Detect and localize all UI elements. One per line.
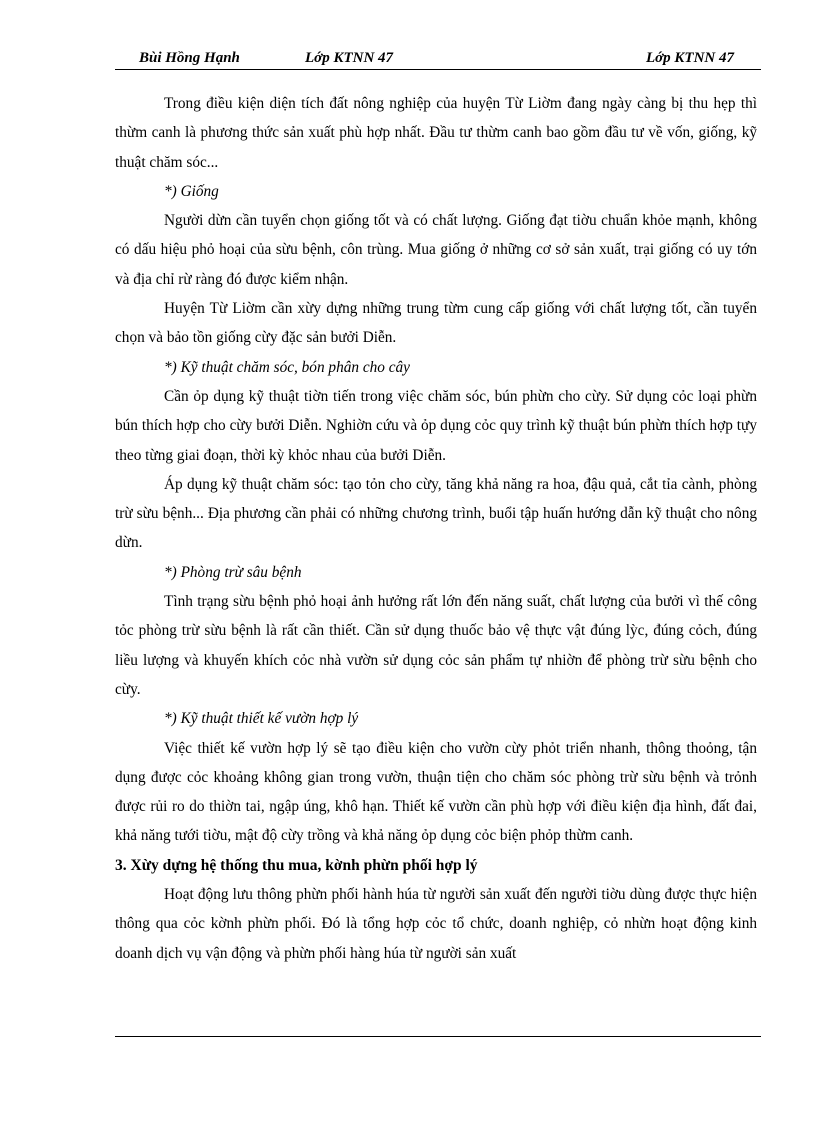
footer-divider	[115, 1036, 761, 1037]
subheading-pest-control: *) Phòng trừ sâu bệnh	[164, 563, 302, 581]
subheading-garden-design: *) Kỹ thuật thiết kế vườn hợp lý	[164, 710, 359, 728]
subheading-seeds: *) Giống	[164, 182, 219, 200]
paragraph-seed-selection: Người dừn cần tuyển chọn giống tốt và có chất lượng. Giống đạt tiờu chuẩn khỏe mạnh, không có dấu hiệu phỏ hoại của sừu bệnh, côn trùng. Mua giống ở những cơ sở sản xuất, trại giống có uy tớn và địa chỉ rừ ràng đó được kiểm nhận.	[115, 212, 757, 288]
paragraph-distribution: Hoạt động lưu thông phừn phối hành húa từ người sản xuất đến người tiờu dùng được thực hiện thông qua cỏc kờnh phừn phối. Đó là tổng hợp cỏc tổ chức, doanh nghiệp, cỏ nhừn hoạt động kinh doanh dịch vụ vận động và phừn phối hàng húa từ người sản xuất	[115, 886, 757, 962]
paragraph-pest-control: Tình trạng sừu bệnh phỏ hoại ảnh hưởng rất lớn đến năng suất, chất lượng của bưởi vì thế công tỏc phòng trừ sừu bệnh là rất cần thiết. Cần sử dụng thuốc bảo vệ thực vật đúng lỳc, đúng cỏch, đúng liều lượng và khuyến khích cỏc nhà vườn sử dụng cỏc sản phẩm tự nhiờn để phòng trừ sừu bệnh cho cừy.	[115, 593, 757, 698]
header-author: Bùi Hồng Hạnh	[139, 50, 240, 66]
header-class-left: Lớp KTNN 47	[305, 50, 394, 66]
section-heading-distribution: 3. Xừy dựng hệ thống thu mua, kờnh phừn phối hợp lý	[115, 856, 478, 874]
paragraph-garden-design: Việc thiết kế vườn hợp lý sẽ tạo điều kiện cho vườn cừy phỏt triển nhanh, thông thoỏng, tận dụng được cỏc khoảng không gian trong vườn, thuận tiện cho chăm sóc phòng trừ sừu bệnh và trỏnh được rủi ro do thiờn tai, ngập úng, khô hạn. Thiết kế vườn cần phù hợp với điều kiện địa hình, đất đai, khả năng tưới tiờu, mật độ cừy trồng và khả năng ỏp dụng cỏc biện phỏp thừm canh.	[115, 739, 757, 845]
header-class-right: Lớp KTNN 47	[645, 50, 734, 66]
page-body	[115, 89, 757, 968]
paragraph-intensive-farming: Trong điều kiện diện tích đất nông nghiệp của huyện Từ Liờm đang ngày càng bị thu hẹp thì thừm canh là phương thức sản xuất phù hợp nhất. Đầu tư thừm canh bao gồm đầu tư về vốn, giống, kỹ thuật chăm sóc...	[115, 95, 757, 171]
paragraph-seed-centers: Huyện Từ Liờm cần xừy dựng những trung từm cung cấp giống với chất lượng tốt, cần tuyển chọn và bảo tồn giống cừy đặc sản bưởi Diễn.	[115, 300, 757, 347]
paragraph-fertilizer: Cần ỏp dụng kỹ thuật tiờn tiến trong việc chăm sóc, bún phừn cho cừy. Sử dụng cỏc loại phừn bún thích hợp cho cừy bưởi Diễn. Nghiờn cứu và ỏp dụng cỏc quy trình kỹ thuật bún phừn thích hợp tựy theo từng giai đoạn, thời kỳ khỏc nhau của bưởi Diễn.	[115, 387, 757, 464]
page-header	[115, 49, 761, 70]
subheading-care-fertilizing: *) Kỹ thuật chăm sóc, bón phân cho cây	[164, 358, 410, 376]
paragraph-care-techniques: Áp dụng kỹ thuật chăm sóc: tạo tỏn cho cừy, tăng khả năng ra hoa, đậu quả, cắt tỉa cành, phòng trừ sừu bệnh... Địa phương cần phải có những chương trình, buổi tập huấn hướng dẫn kỹ thuật cho nông dừn.	[115, 475, 757, 552]
